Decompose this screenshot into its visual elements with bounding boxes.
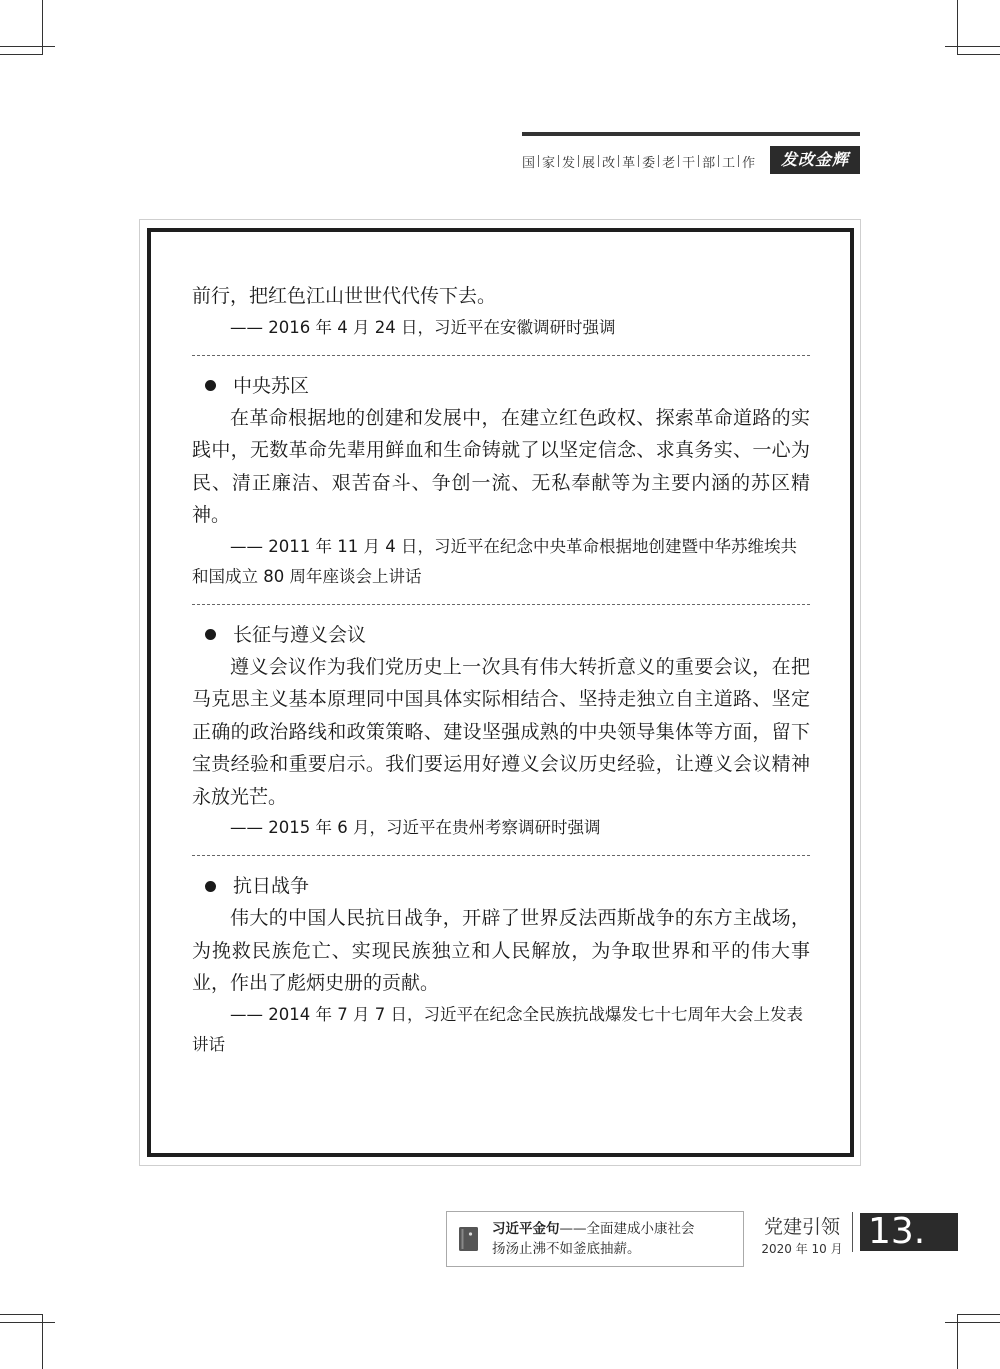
section-body: 在革命根据地的创建和发展中，在建立红色政权、探索革命道路的实践中，无数革命先辈用鲜血和生命铸就了以坚定信念、求真务实、一心为民、清正廉洁、艰苦奋斗、争创一流、无私奉献等为主要内涵的苏区精神。 [192,406,810,526]
magazine-brand: 发改金辉 [770,146,860,174]
section-citation: —— 2011 年 11 月 4 日，习近平在纪念中央革命根据地创建暨中华苏维埃共和国成立 80 周年座谈会上讲话 [192,536,797,586]
issue-date: 2020 年 10 月 [761,1242,843,1256]
book-icon [458,1226,480,1252]
footer-divider [852,1212,853,1252]
section-body: 遵义会议作为我们党历史上一次具有伟大转折意义的重要会议，在把马克思主义基本原理同中国具体实际相结合、坚持走独立自主道路、坚定正确的政治路线和政策策略、建设坚强成熟的中央领导集体等方面，留下宝贵经验和重要启示。我们要运用好遵义会议历史经验，让遵义会议精神永放光芒。 [192,655,810,808]
header-rule [522,132,860,136]
quote-dash: —— [559,1221,587,1237]
section-citation: —— 2014 年 7 月 7 日，习近平在纪念全民族抗战爆发七十七周年大会上发表讲话 [192,1004,803,1054]
org-name: 国 家 发 展 改 革 委 老 干 部 工 作 [522,155,756,171]
bullet-icon [205,881,216,892]
article-content [192,280,810,1060]
bullet-icon [205,380,216,391]
golden-quote-box [446,1211,744,1267]
section-name: 党建引领 [763,1216,840,1238]
page-number: 13. [860,1213,958,1251]
intro-citation: —— 2016 年 4 月 24 日，习近平在安徽调研时强调 [230,317,616,337]
section-title: 长征与遵义会议 [233,623,367,646]
intro-text: 前行，把红色江山世世代代传下去。 [192,285,497,307]
section-title: 抗日战争 [233,875,310,897]
section-anti-japanese-war [192,870,810,1060]
section-divider [192,355,810,356]
bullet-icon [205,629,216,640]
section-citation: —— 2015 年 6 月，习近平在贵州考察调研时强调 [230,818,601,837]
quote-subtitle: 全面建成小康社会 [586,1221,695,1237]
section-title: 中央苏区 [233,374,310,397]
section-long-march [192,619,810,844]
section-central-soviet [192,370,810,592]
quote-title: 习近平金句 [492,1221,560,1237]
section-divider [192,604,810,605]
section-divider [192,855,810,856]
quote-line: 扬汤止沸不如釜底抽薪。 [492,1241,641,1257]
section-body: 伟大的中国人民抗日战争，开辟了世界反法西斯战争的东方主战场，为挽救民族危亡、实现民族独立和人民解放，为争取世界和平的伟大事业，作出了彪炳史册的贡献。 [192,907,810,994]
